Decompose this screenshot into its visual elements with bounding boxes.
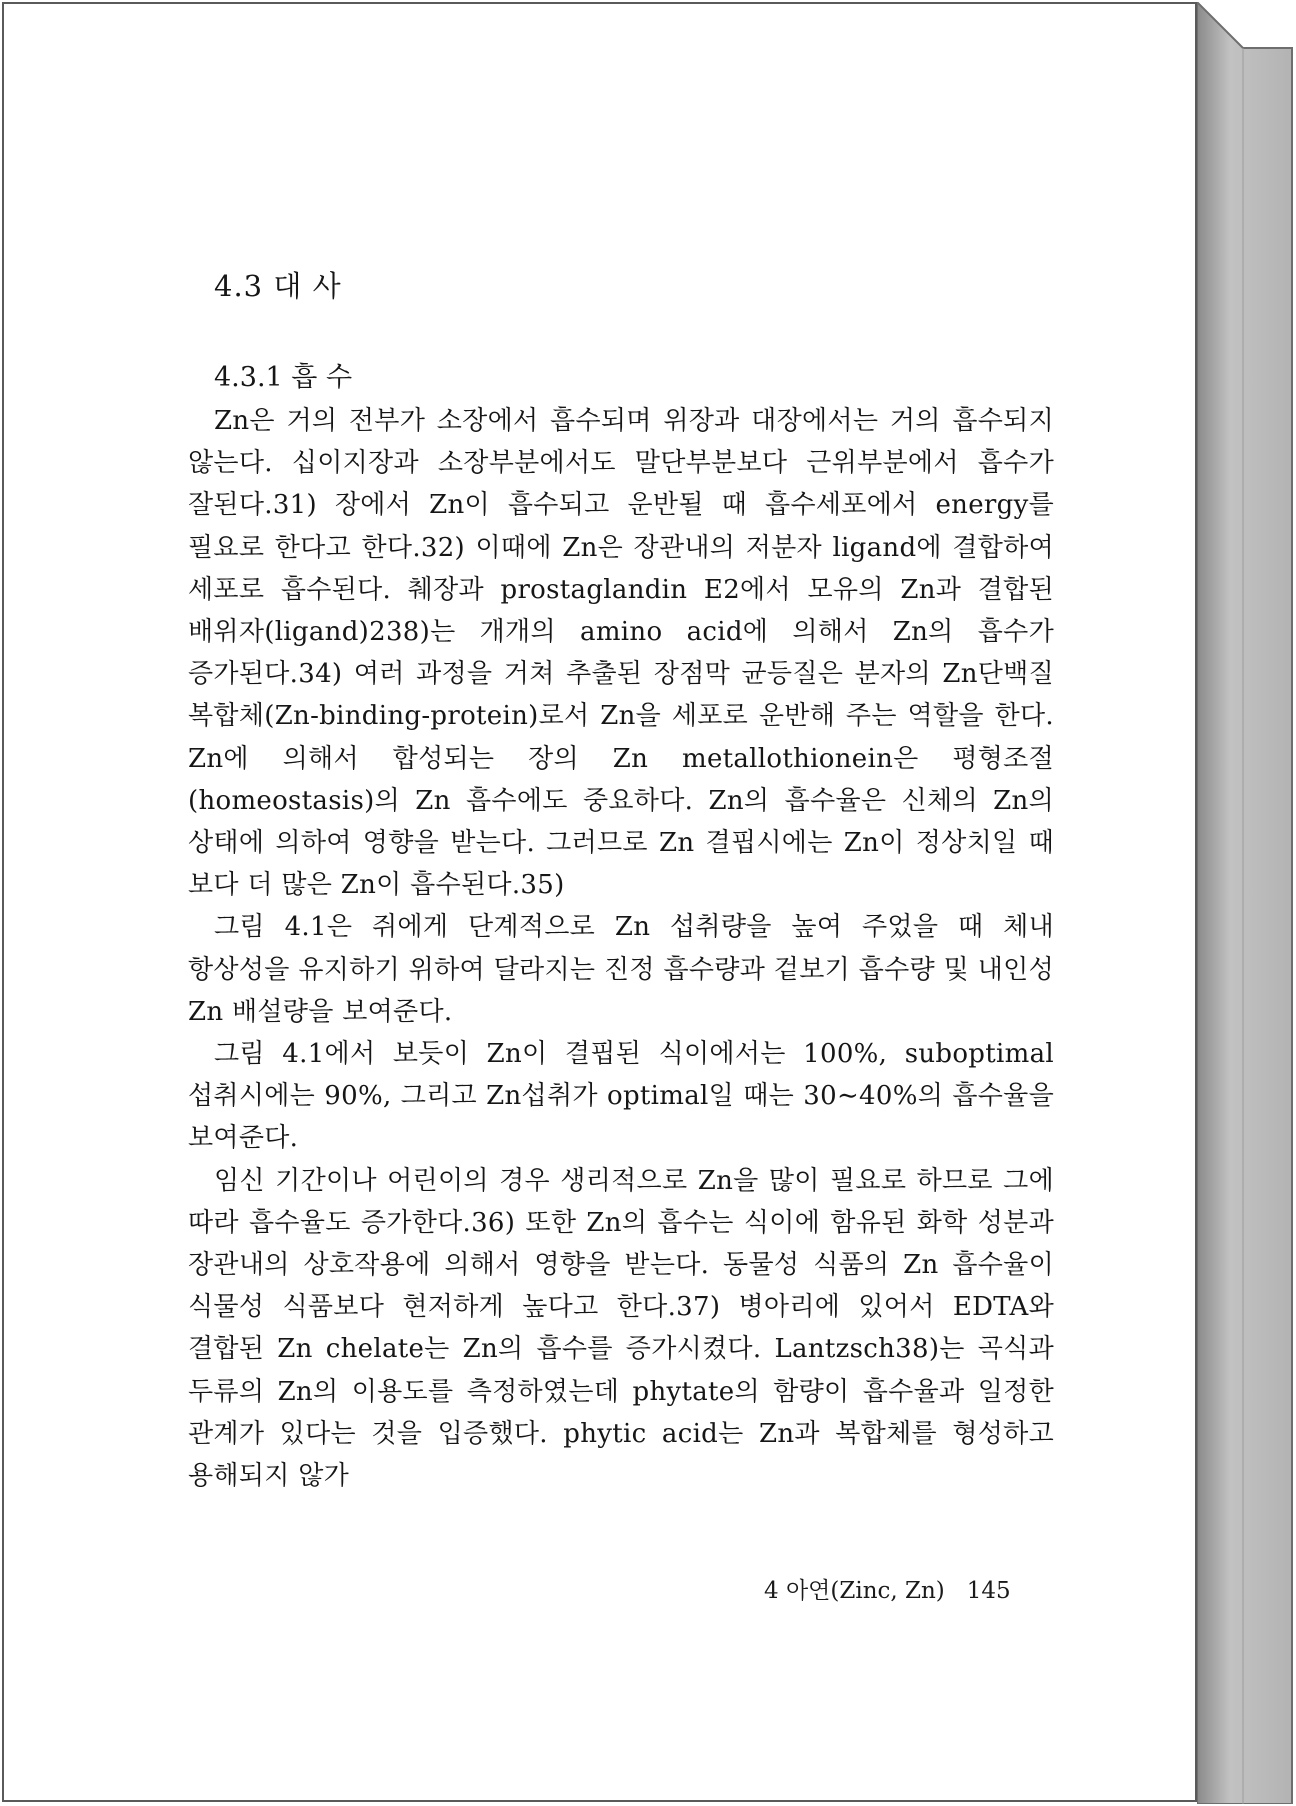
- section-title: 4.3 대 사: [214, 269, 342, 303]
- page-content: [188, 266, 1054, 1497]
- paragraph-3: 그림 4.1에서 보듯이 Zn이 결핍된 식이에서는 100%, suboptimal 섭취시에는 90%, 그리고 Zn섭취가 optimal일 때는 30∼40%의 흡수율을 보여준다.: [188, 1039, 1054, 1154]
- running-head: 4 아연(Zinc, Zn): [764, 1578, 945, 1604]
- paragraph-2: 그림 4.1은 쥐에게 단계적으로 Zn 섭취량을 높여 주었을 때 체내 항상성을 유지하기 위하여 달라지는 진정 흡수량과 겉보기 흡수량 및 내인성 Zn 배설량을 보여준다.: [188, 912, 1054, 1027]
- page-number: 145: [966, 1578, 1011, 1604]
- page-footer: [764, 1575, 1011, 1607]
- book-page: [2, 2, 1197, 1802]
- paragraph-4: 임신 기간이나 어린이의 경우 생리적으로 Zn을 많이 필요로 하므로 그에 따라 흡수율도 증가한다.36) 또한 Zn의 흡수는 식이에 함유된 화학 성분과 장관내의 상호작용에 의해서 영향을 받는다. 동물성 식품의 Zn 흡수율이 식물성 식품보다 현저하게 높다고 한다.37) 병아리에 있어서 EDTA와 결합된 Zn chelate는 Zn의 흡수를 증가시켰다. Lantzsch38)는 곡식과 두류의 Zn의 이용도를 측정하였는데 phytate의 함량이 흡수율과 일정한 관계가 있다는 것을 입증했다. phytic acid는 Zn과 복합체를 형성하고 용해되지 않가: [188, 1165, 1054, 1492]
- paragraph-1: Zn은 거의 전부가 소장에서 흡수되며 위장과 대장에서는 거의 흡수되지 않는다. 십이지장과 소장부분에서도 말단부분보다 근위부분에서 흡수가 잘된다.31) 장에서 Zn이 흡수되고 운반될 때 흡수세포에서 energy를 필요로 한다고 한다.32) 이때에 Zn은 장관내의 저분자 ligand에 결합하여 세포로 흡수된다. 췌장과 prostaglandin E2에서 모유의 Zn과 결합된 배위자(ligand)238)는 개개의 amino acid에 의해서 Zn의 흡수가 증가된다.34) 여러 과정을 거쳐 추출된 장점막 균등질은 분자의 Zn단백질 복합체(Zn-binding-protein)로서 Zn을 세포로 운반해 주는 역할을 한다. Zn에 의해서 합성되는 장의 Zn metallothionein은 평형조절(homeostasis)의 Zn 흡수에도 중요하다. Zn의 흡수율은 신체의 Zn의 상태에 의하여 영향을 받는다. 그러므로 Zn 결핍시에는 Zn이 정상치일 때 보다 더 많은 Zn이 흡수된다.35): [188, 406, 1054, 901]
- book-spine-edge: [1197, 2, 1294, 1804]
- subsection-title: 4.3.1 흡 수: [214, 362, 353, 393]
